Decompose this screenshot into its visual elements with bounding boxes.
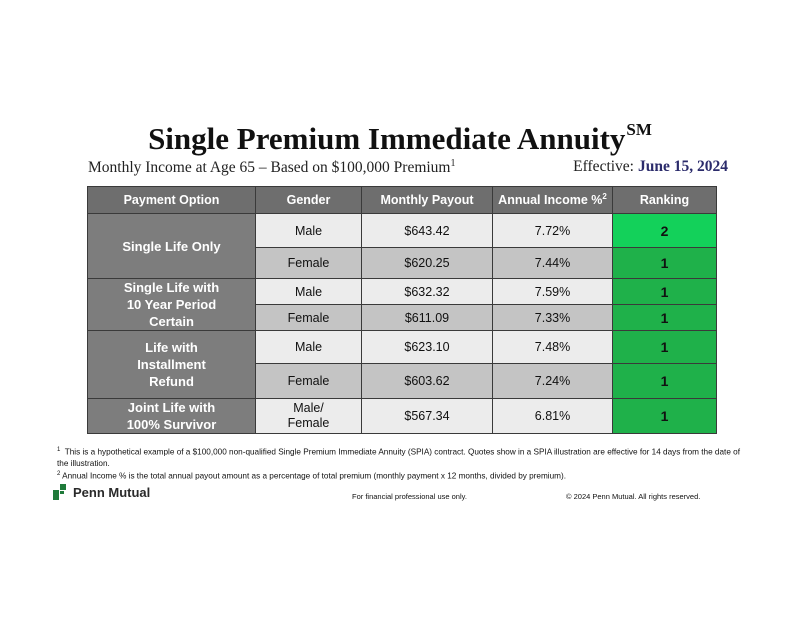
option-label: Single Life Only	[122, 238, 221, 254]
income-cell: 7.33%	[493, 305, 613, 331]
penn-mutual-logo	[53, 484, 150, 500]
option-life-installment-refund	[88, 331, 256, 399]
income-cell: 7.59%	[493, 279, 613, 305]
footnote-2	[57, 469, 745, 482]
header-gender: Gender	[256, 187, 362, 214]
table-row	[88, 214, 717, 248]
footnote-mark: 1	[57, 447, 61, 453]
header-annual-income	[493, 187, 613, 214]
gender-text: Male/ Female	[287, 401, 330, 430]
gender-cell: Female	[256, 364, 362, 399]
header-annual-income-text: Annual Income %	[498, 193, 603, 208]
table-row	[88, 331, 717, 364]
payout-cell: $567.34	[362, 399, 493, 434]
income-cell: 6.81%	[493, 399, 613, 434]
footnote-text: This is a hypothetical example of a $100,000 non-qualified Single Premium Immediate Annuity (SPIA) contract. Quotes show in a SPIA illustration are effective for 14 days from the date of the illustration.	[57, 447, 740, 468]
rank-cell: 1	[613, 248, 717, 279]
effective-date-value: June 15, 2024	[638, 158, 728, 175]
header-payment-option: Payment Option	[88, 187, 256, 214]
penn-mutual-logo-icon	[53, 484, 69, 500]
payout-cell: $603.62	[362, 364, 493, 399]
option-label: Joint Life with 100% Survivor	[126, 400, 217, 432]
option-label: Life with Installment Refund	[137, 340, 206, 389]
table-row	[88, 399, 717, 434]
subtitle-text: Monthly Income at Age 65 – Based on $100,000 Premium	[88, 159, 451, 177]
annuity-table	[87, 186, 717, 434]
effective-label: Effective:	[573, 158, 634, 175]
footnote-mark: 2	[57, 470, 61, 477]
table-header-row	[88, 187, 717, 214]
subtitle	[88, 158, 456, 177]
rank-cell: 1	[613, 364, 717, 399]
header-monthly-payout: Monthly Payout	[362, 187, 493, 214]
footnotes	[57, 445, 745, 481]
service-mark: SM	[626, 120, 652, 139]
income-cell: 7.48%	[493, 331, 613, 364]
rank-cell: 1	[613, 279, 717, 305]
gender-cell: Female	[256, 248, 362, 279]
table-row	[88, 279, 717, 305]
gender-cell: Male	[256, 279, 362, 305]
gender-cell: Male	[256, 214, 362, 248]
payout-cell: $623.10	[362, 331, 493, 364]
rank-cell: 1	[613, 399, 717, 434]
payout-cell: $643.42	[362, 214, 493, 248]
payout-cell: $611.09	[362, 305, 493, 331]
rank-cell: 2	[613, 214, 717, 248]
professional-use-note: For financial professional use only.	[352, 492, 467, 501]
page-title	[0, 120, 800, 157]
option-single-life-only	[88, 214, 256, 279]
effective-date	[573, 158, 728, 176]
payout-cell: $620.25	[362, 248, 493, 279]
footnote-text: Annual Income % is the total annual payout amount as a percentage of total premium (monthly payment x 12 months, divided by premium).	[62, 471, 566, 481]
rank-cell: 1	[613, 305, 717, 331]
payout-cell: $632.32	[362, 279, 493, 305]
logo-text: Penn Mutual	[73, 484, 151, 500]
footnote-1	[57, 445, 745, 469]
header-ranking: Ranking	[613, 187, 717, 214]
rank-cell: 1	[613, 331, 717, 364]
annual-footnote-mark: 2	[602, 192, 607, 202]
option-single-life-10-year	[88, 279, 256, 331]
option-label: Single Life with 10 Year Period Certain	[123, 280, 220, 329]
option-joint-life-survivor	[88, 399, 256, 434]
title-text: Single Premium Immediate Annuity	[148, 121, 626, 156]
income-cell: 7.72%	[493, 214, 613, 248]
gender-cell: Female	[256, 305, 362, 331]
gender-cell: Male	[256, 331, 362, 364]
subtitle-footnote-mark: 1	[450, 158, 456, 169]
copyright: © 2024 Penn Mutual. All rights reserved.	[566, 492, 701, 501]
income-cell: 7.24%	[493, 364, 613, 399]
income-cell: 7.44%	[493, 248, 613, 279]
gender-cell	[256, 399, 362, 434]
